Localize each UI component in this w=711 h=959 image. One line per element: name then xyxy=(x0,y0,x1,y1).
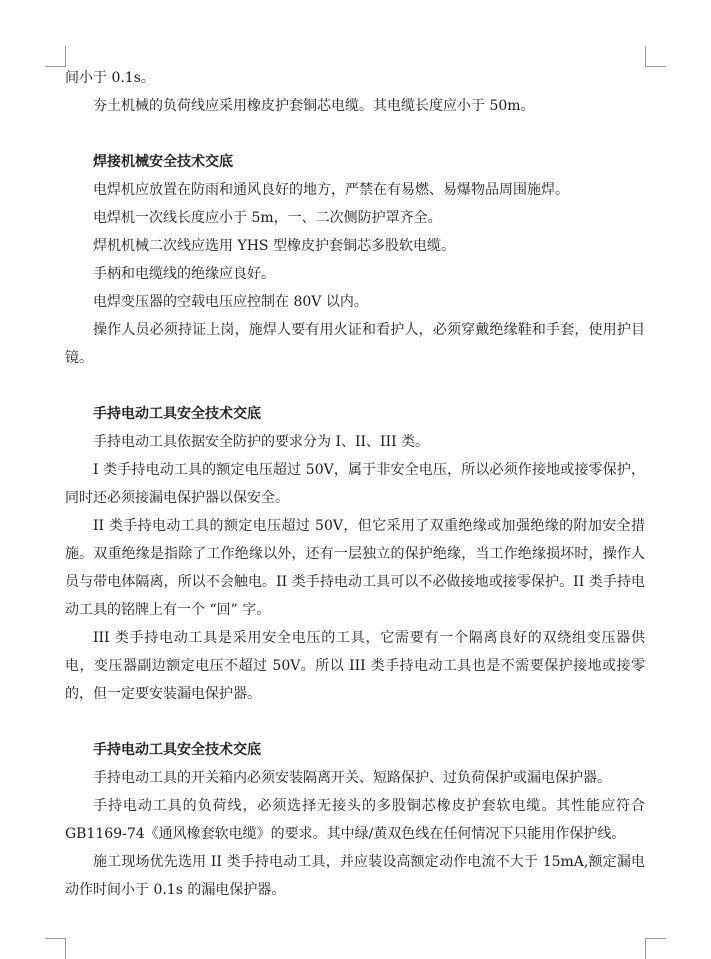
section-heading: 手持电动工具安全技术交底 xyxy=(93,742,261,758)
body-paragraph: 操作人员必须持证上岗，施焊人要有用火证和看护人，必须穿戴绝缘鞋和手套，使用护目镜。 xyxy=(65,322,645,366)
section-heading: 焊接机械安全技术交底 xyxy=(93,154,233,170)
paragraph-gap xyxy=(65,372,645,400)
body-paragraph: 焊机机械二次线应选用 YHS 型橡皮护套铜芯多股软电缆。 xyxy=(93,238,455,254)
body-paragraph: 电焊变压器的空载电压应控制在 80V 以内。 xyxy=(93,294,368,310)
section-heading: 手持电动工具安全技术交底 xyxy=(93,406,261,422)
body-paragraph: 手持电动工具的负荷线，必须选择无接头的多股铜芯橡皮护套软电缆。其性能应符合 GB1169-74《通风橡套软电缆》的要求。其中绿/黄双色线在任何情况下只能用作保护线。 xyxy=(65,798,645,842)
crop-mark-bottom-left xyxy=(45,938,66,959)
crop-mark-bottom-right xyxy=(645,938,666,959)
paragraph-gap xyxy=(65,120,645,148)
body-paragraph: 施工现场优先选用 II 类手持电动工具，并应装设高额定动作电流不大于 15mA,额定漏电动作时间小于 0.1s 的漏电保护器。 xyxy=(65,854,645,898)
body-paragraph: 手持电动工具依据安全防护的要求分为 I、II、III 类。 xyxy=(93,434,430,450)
body-paragraph: 电焊机一次线长度应小于 5m，一、二次侧防护罩齐全。 xyxy=(93,210,442,226)
crop-mark-top-right xyxy=(645,46,666,67)
body-paragraph: 间小于 0.1s。 xyxy=(65,70,155,86)
body-paragraph: 手柄和电缆线的绝缘应良好。 xyxy=(93,266,275,282)
document-body xyxy=(65,64,645,904)
body-paragraph: III 类手持电动工具是采用安全电压的工具，它需要有一个隔离良好的双绕组变压器供电，变压器副边额定电压不超过 50V。所以 III 类手持电动工具也是不需要保护接地或接零的，但一定要安装漏电保护器。 xyxy=(65,630,645,702)
paragraph-gap xyxy=(65,708,645,736)
body-paragraph: I 类手持电动工具的额定电压超过 50V，属于非安全电压，所以必须作接地或接零保护，同时还必须接漏电保护器以保安全。 xyxy=(65,462,645,506)
body-paragraph: II 类手持电动工具的额定电压超过 50V，但它采用了双重绝缘或加强绝缘的附加安全措施。双重绝缘是指除了工作绝缘以外，还有一层独立的保护绝缘，当工作绝缘损坏时，操作人员与带电体隔离，所以不会触电。II 类手持电动工具可以不必做接地或接零保护。II 类手持电动工具的铭牌上有一个 “回” 字。 xyxy=(65,518,645,618)
body-paragraph: 夯土机械的负荷线应采用橡皮护套铜芯电缆。其电缆长度应小于 50m。 xyxy=(93,98,535,114)
body-paragraph: 电焊机应放置在防雨和通风良好的地方，严禁在有易燃、易爆物品周围施焊。 xyxy=(93,182,569,198)
body-paragraph: 手持电动工具的开关箱内必须安装隔离开关、短路保护、过负荷保护或漏电保护器。 xyxy=(93,770,611,786)
crop-mark-top-left xyxy=(45,46,66,67)
